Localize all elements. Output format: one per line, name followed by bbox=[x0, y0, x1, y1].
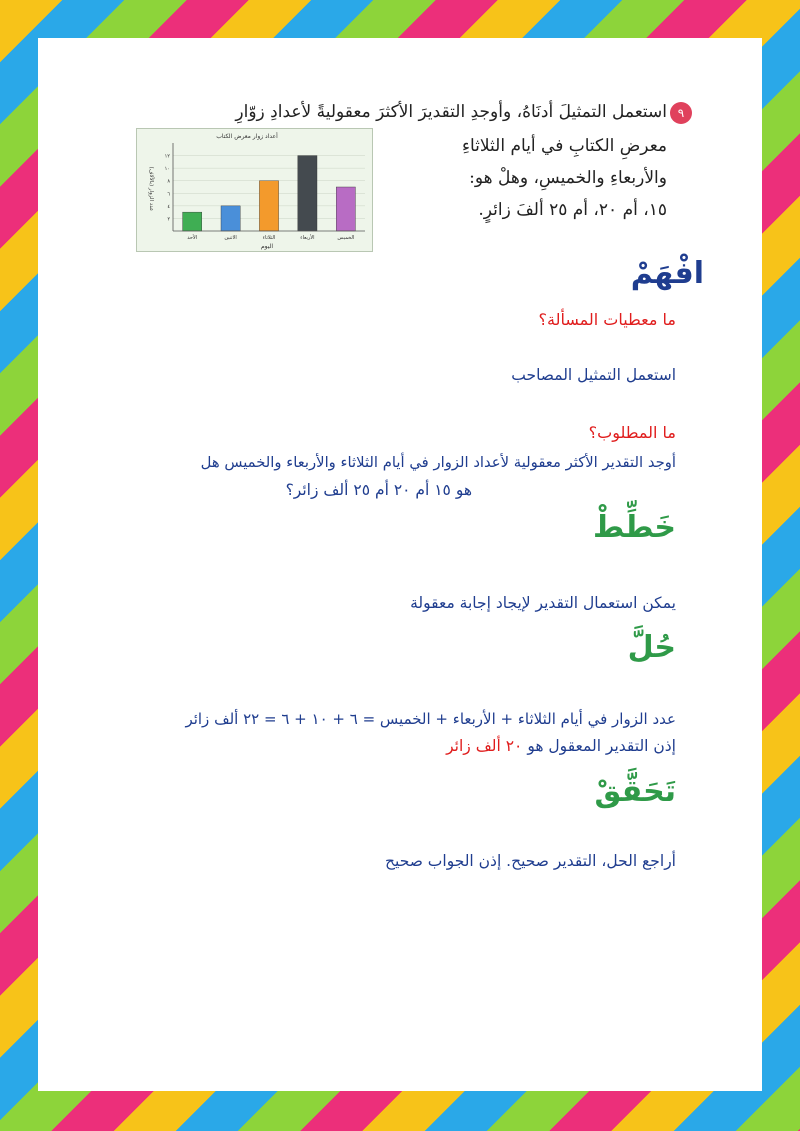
chart-title: أعداد زوار معرض الكتاب bbox=[216, 133, 278, 140]
solve-heading-text: حُلَّ bbox=[627, 630, 676, 665]
problem-line-2: معرضِ الكتابِ في أيام الثلاثاءِ bbox=[462, 136, 667, 156]
chart-y-tick-label: ١٠ bbox=[164, 166, 170, 173]
question-number-badge: ٩ bbox=[670, 102, 692, 124]
check-text: أراجع الحل، التقدير صحيح. إذن الجواب صحيح bbox=[385, 852, 676, 870]
plan-text: يمكن استعمال التقدير لإيجاد إجابة معقولة bbox=[410, 594, 676, 612]
given-question: ما معطيات المسألة؟ bbox=[538, 310, 676, 329]
given-answer: استعمل التمثيل المصاحب bbox=[511, 366, 676, 384]
chart-x-tick-label: الخميس bbox=[337, 235, 355, 241]
visitors-bar-chart bbox=[136, 128, 373, 252]
chart-x-ticks bbox=[187, 234, 354, 241]
solve-answer-highlight: ٢٠ ألف زائر bbox=[446, 737, 523, 755]
chart-x-axis-label: اليوم bbox=[260, 243, 274, 250]
understand-heading bbox=[631, 256, 704, 291]
chart-bar bbox=[183, 212, 202, 231]
solve-heading bbox=[628, 630, 676, 665]
chart-y-ticks bbox=[165, 154, 171, 223]
chart-y-tick-label: ٢ bbox=[167, 216, 170, 223]
required-question: ما المطلوب؟ bbox=[588, 423, 676, 442]
check-heading-text: تَحَقَّقْ bbox=[594, 774, 676, 809]
chart-bar bbox=[221, 206, 240, 231]
chart-y-tick-label: ٤ bbox=[167, 203, 170, 210]
chart-y-axis-label: عدد الزوار (بالآلاف) bbox=[148, 166, 154, 212]
solve-line-2-prefix: إذن التقدير المعقول هو bbox=[527, 737, 676, 755]
required-answer-line-1: أوجد التقدير الأكثر معقولية لأعداد الزوار في أيام الثلاثاء والأربعاء والخميس هل bbox=[200, 454, 676, 471]
chart-x-tick-label: الأحد bbox=[187, 235, 198, 241]
problem-line-3: والأربعاءِ والخميسِ، وهلْ هو: bbox=[469, 168, 667, 188]
chart-x-tick-label: الأربعاء bbox=[300, 235, 315, 241]
problem-line-4: ١٥، أم ٢٠، أم ٢٥ ألفَ زائرٍ. bbox=[478, 200, 667, 220]
chart-svg bbox=[137, 129, 372, 251]
chart-bar bbox=[336, 187, 355, 231]
chart-y-tick-label: ٨ bbox=[167, 178, 170, 185]
chart-bar bbox=[298, 156, 317, 231]
solve-line-2 bbox=[446, 737, 676, 755]
worksheet-page bbox=[38, 38, 762, 1091]
chart-y-tick-label: ١٢ bbox=[164, 153, 170, 160]
solve-line-1: عدد الزوار في أيام الثلاثاء + الأربعاء + الخميس = ٦ + ١٠ + ٦ = ٢٢ ألف زائر bbox=[185, 710, 676, 728]
understand-heading-text: افْهَمْ bbox=[630, 256, 704, 291]
plan-heading bbox=[593, 510, 676, 545]
chart-x-tick-label: الاثنين bbox=[224, 235, 237, 241]
plan-heading-text: خَطِّطْ bbox=[593, 510, 676, 545]
chart-x-tick-label: الثلاثاء bbox=[262, 235, 276, 241]
check-heading bbox=[594, 774, 676, 809]
problem-line-1: استعمل التمثيلَ أدنَاهُ، وأوجدِ التقديرَ الأكثرَ معقوليةً لأعدادِ زوّارِ bbox=[235, 102, 667, 122]
chart-bar bbox=[259, 181, 278, 231]
required-answer-line-2: هو ١٥ أم ٢٠ أم ٢٥ ألف زائر؟ bbox=[285, 481, 472, 499]
chart-y-tick-label: ٦ bbox=[167, 191, 170, 198]
